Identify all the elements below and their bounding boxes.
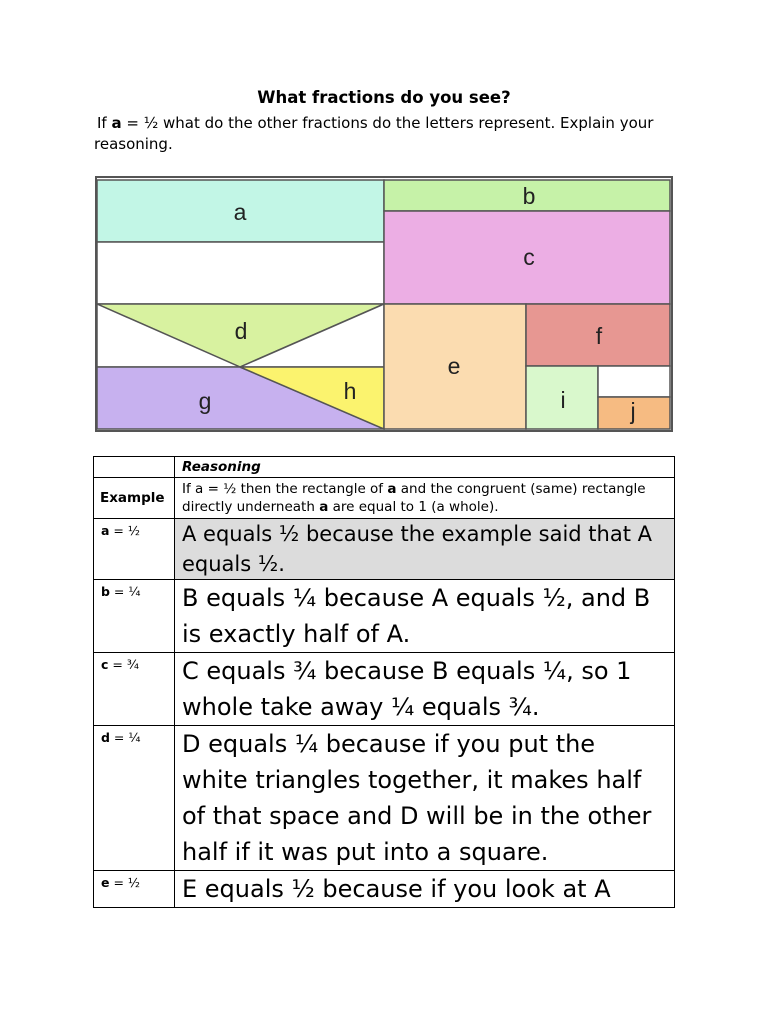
label-h: h bbox=[343, 378, 357, 404]
reasoning-cell: C equals ¾ because B equals ¼, so 1 whole take away ¼ equals ¾. bbox=[175, 653, 675, 726]
region-white-rect bbox=[97, 242, 384, 304]
header-empty-cell bbox=[94, 457, 175, 478]
fraction-variable: a bbox=[101, 523, 110, 538]
fraction-variable: b bbox=[101, 584, 110, 599]
fraction-variable: c bbox=[101, 657, 109, 672]
example-text-part: and the congruent (same) rectangle directly underneath bbox=[182, 481, 646, 515]
fraction-variable: d bbox=[101, 730, 110, 745]
fraction-cell bbox=[94, 580, 175, 653]
example-text-part: are equal to 1 (a whole). bbox=[328, 499, 499, 515]
table-row bbox=[94, 871, 675, 908]
reasoning-table bbox=[93, 456, 675, 908]
reasoning-header: Reasoning bbox=[175, 457, 675, 478]
page-title: What fractions do you see? bbox=[257, 88, 511, 107]
fraction-value: = ½ bbox=[109, 875, 141, 890]
reasoning-cell: B equals ¼ because A equals ½, and B is exactly half of A. bbox=[175, 580, 675, 653]
example-variable: a bbox=[319, 499, 329, 515]
example-text-part: If a = ½ then the rectangle of bbox=[182, 481, 388, 497]
fraction-cell bbox=[94, 726, 175, 871]
label-g: g bbox=[198, 388, 212, 414]
fraction-value: = ½ bbox=[109, 523, 140, 538]
fraction-puzzle-figure bbox=[95, 176, 673, 432]
fraction-puzzle-svg bbox=[95, 176, 673, 432]
instructions-variable: a bbox=[111, 114, 122, 132]
instructions-line-1 bbox=[94, 113, 664, 134]
label-a: a bbox=[233, 199, 247, 225]
reasoning-cell: A equals ½ because the example said that A equals ½. bbox=[175, 519, 675, 580]
label-b: b bbox=[522, 183, 536, 209]
label-f: f bbox=[595, 323, 603, 349]
example-label: Example bbox=[94, 478, 175, 519]
table-header-row bbox=[94, 457, 675, 478]
instructions-rest: = ½ what do the other fractions do the letters represent. Explain your bbox=[121, 114, 654, 132]
fraction-cell bbox=[94, 653, 175, 726]
instructions bbox=[94, 113, 664, 155]
fraction-cell bbox=[94, 519, 175, 580]
example-row bbox=[94, 478, 675, 519]
example-variable: a bbox=[387, 481, 397, 497]
label-i: i bbox=[560, 387, 566, 413]
fraction-value: = ¾ bbox=[108, 657, 139, 672]
label-d: d bbox=[234, 318, 248, 344]
fraction-cell bbox=[94, 871, 175, 908]
table-row bbox=[94, 726, 675, 871]
label-e: e bbox=[447, 353, 461, 379]
fraction-value: = ¼ bbox=[109, 730, 141, 745]
reasoning-cell: D equals ¼ because if you put the white triangles together, it makes half of that space and D will be in the other half if it was put into a square. bbox=[175, 726, 675, 871]
label-c: c bbox=[523, 244, 535, 270]
fraction-value: = ¼ bbox=[109, 584, 141, 599]
label-j: j bbox=[630, 398, 636, 424]
reasoning-cell: E equals ½ because if you look at A bbox=[175, 871, 675, 908]
instructions-prefix: If bbox=[97, 114, 112, 132]
table-row bbox=[94, 519, 675, 580]
example-text bbox=[175, 478, 675, 519]
region-white-small bbox=[598, 366, 670, 397]
instructions-line-2: reasoning. bbox=[94, 135, 173, 153]
fraction-variable: e bbox=[101, 875, 110, 890]
table-row bbox=[94, 653, 675, 726]
table-row bbox=[94, 580, 675, 653]
